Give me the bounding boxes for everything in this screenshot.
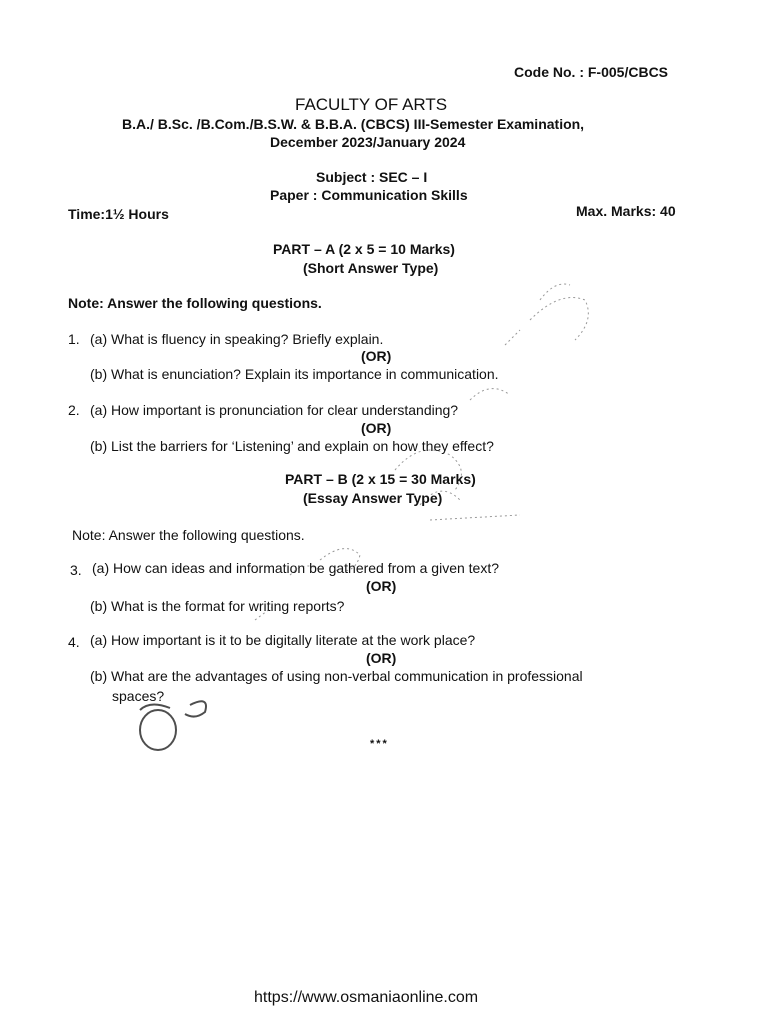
q2-number: 2. — [68, 402, 80, 418]
subject-line: Subject : SEC – I — [316, 169, 428, 185]
q3-number: 3. — [70, 562, 82, 578]
q4-option-b-line1: (b) What are the advantages of using non-verbal communication in professional — [90, 668, 583, 684]
q3-or: (OR) — [366, 578, 397, 594]
footer-url[interactable]: https://www.osmaniaonline.com — [254, 989, 479, 1006]
q4-option-a: (a) How important is it to be digitally literate at the work place? — [90, 632, 476, 648]
q4-option-b-line2: spaces? — [112, 688, 165, 704]
part-b-title: PART – B (2 x 15 = 30 Marks) — [285, 471, 476, 487]
time-line: Time:1½ Hours — [68, 206, 169, 222]
paper-line: Paper : Communication Skills — [270, 187, 468, 203]
code-number: Code No. : F-005/CBCS — [514, 64, 669, 80]
q4-or: (OR) — [366, 650, 397, 666]
q2-option-b: (b) List the barriers for ‘Listening’ and explain on how they effect? — [90, 438, 494, 454]
part-a-title: PART – A (2 x 5 = 10 Marks) — [273, 241, 455, 257]
q2-or: (OR) — [361, 420, 392, 436]
q4-number: 4. — [68, 634, 80, 650]
q3-option-b: (b) What is the format for writing reports? — [90, 598, 345, 614]
faculty-title: FACULTY OF ARTS — [295, 95, 448, 114]
q1-option-a: (a) What is fluency in speaking? Briefly explain. — [90, 331, 384, 347]
part-a-subtitle: (Short Answer Type) — [303, 260, 439, 276]
session-line: December 2023/January 2024 — [270, 134, 466, 150]
q2-option-a: (a) How important is pronunciation for clear understanding? — [90, 402, 459, 418]
max-marks: Max. Marks: 40 — [576, 203, 676, 219]
q1-option-b: (b) What is enunciation? Explain its importance in communication. — [90, 366, 499, 382]
q3-option-a: (a) How can ideas and information be gathered from a given text? — [92, 560, 500, 576]
part-b-subtitle: (Essay Answer Type) — [303, 490, 443, 506]
q1-number: 1. — [68, 331, 80, 347]
q1-or: (OR) — [361, 348, 392, 364]
end-mark: *** — [370, 738, 389, 750]
part-a-note: Note: Answer the following questions. — [68, 295, 322, 311]
exam-line: B.A./ B.Sc. /B.Com./B.S.W. & B.B.A. (CBCS) III-Semester Examination, — [122, 116, 585, 132]
part-b-note: Note: Answer the following questions. — [72, 527, 305, 543]
